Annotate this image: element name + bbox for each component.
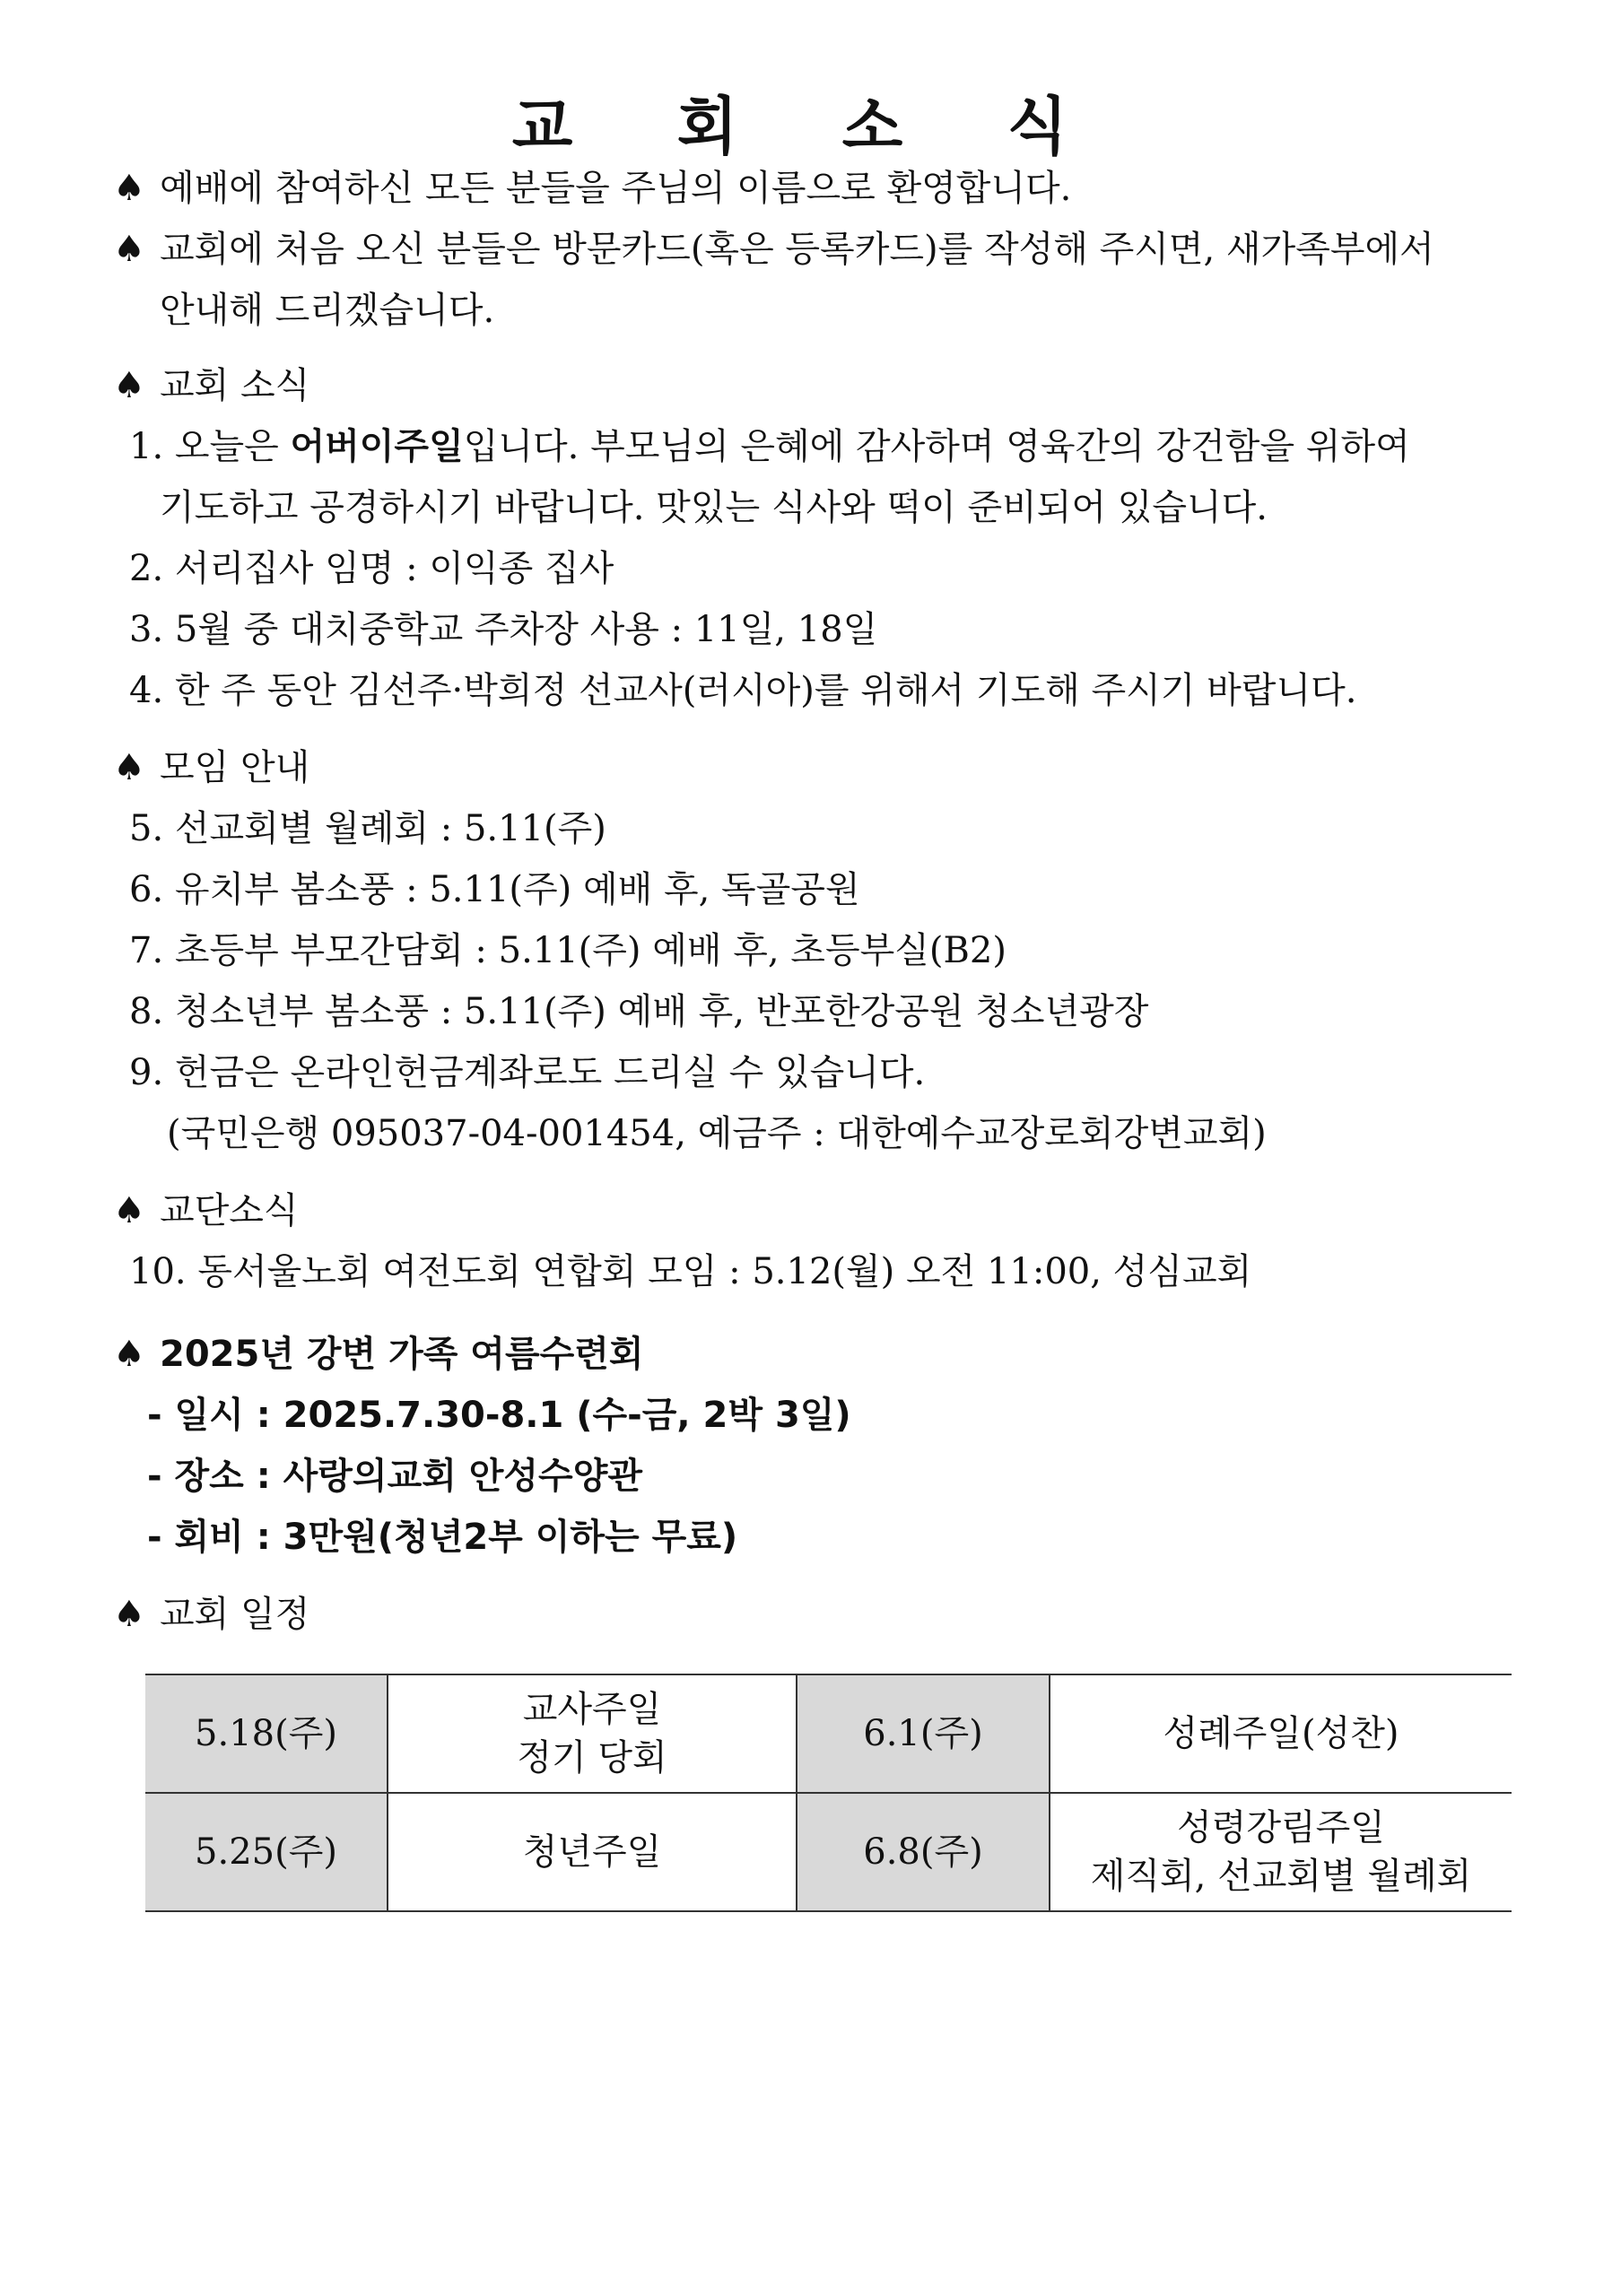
section-heading: 모임 안내 [160, 747, 310, 788]
section-schedule [113, 1587, 309, 1641]
welcome-text: 예배에 참여하신 모든 분들을 주님의 이름으로 환영합니다. [160, 168, 1072, 209]
first-visit-continuation: 안내해 드리겠습니다. [160, 290, 495, 331]
schedule-table [145, 1674, 1512, 1912]
meeting-item-8: 8. 청소년부 봄소풍 : 5.11(주) 예배 후, 반포한강공원 청소년광장 [129, 991, 1149, 1032]
section-heading: 교회 일정 [160, 1594, 310, 1635]
retreat-date: - 일시 : 2025.7.30-8.1 (수-금, 2박 3일) [147, 1395, 851, 1436]
section-church-news [113, 359, 309, 413]
spade-icon: ♠ [113, 747, 145, 788]
news-item-3: 3. 5월 중 대치중학교 주차장 사용 : 11일, 18일 [129, 609, 878, 650]
meeting-item-7: 7. 초등부 부모간담회 : 5.11(주) 예배 후, 초등부실(B2) [129, 930, 1007, 971]
page-title: 교 회 소 식 [511, 90, 1110, 163]
denomination-item-10: 10. 동서울노회 여전도회 연합회 모임 : 5.12(월) 오전 11:00, 성심교회 [129, 1251, 1252, 1292]
news-item-1-continuation: 기도하고 공경하시기 바랍니다. 맛있는 식사와 떡이 준비되어 있습니다. [160, 487, 1268, 528]
schedule-date: 5.18(주) [145, 1674, 388, 1793]
schedule-event: 성령강림주일 제직회, 선교회별 월례회 [1050, 1793, 1512, 1911]
welcome-line [113, 161, 1071, 215]
spade-icon: ♠ [113, 1334, 145, 1375]
schedule-event: 교사주일 정기 당회 [388, 1674, 797, 1793]
meeting-item-5: 5. 선교회별 월례회 : 5.11(주) [129, 808, 606, 849]
spade-icon: ♠ [113, 365, 145, 406]
retreat-fee: - 회비 : 3만원(청년2부 이하는 무료) [147, 1517, 738, 1558]
first-visit-text: 교회에 처음 오신 분들은 방문카드(혹은 등록카드)를 작성해 주시면, 새가족부에서 [160, 229, 1434, 270]
meeting-item-6: 6. 유치부 봄소풍 : 5.11(주) 예배 후, 독골공원 [129, 869, 860, 910]
meeting-item-9: 9. 헌금은 온라인헌금계좌로도 드리실 수 있습니다. [129, 1052, 926, 1093]
first-visit-line [113, 222, 1434, 276]
spade-icon: ♠ [113, 168, 145, 209]
retreat-place: - 장소 : 사랑의교회 안성수양관 [147, 1456, 642, 1497]
table-row [145, 1674, 1512, 1793]
news-item-4: 4. 한 주 동안 김선주·박희정 선교사(러시아)를 위해서 기도해 주시기 바랍니다. [129, 670, 1357, 711]
section-retreat [113, 1327, 644, 1381]
section-heading: 교회 소식 [160, 365, 310, 406]
schedule-event: 성례주일(성찬) [1050, 1674, 1512, 1793]
schedule-date: 6.1(주) [797, 1674, 1050, 1793]
spade-icon: ♠ [113, 1594, 145, 1635]
table-row [145, 1793, 1512, 1911]
spade-icon: ♠ [113, 229, 145, 270]
schedule-date: 5.25(주) [145, 1793, 388, 1911]
spade-icon: ♠ [113, 1190, 145, 1231]
highlight-text: 어버이주일 [290, 426, 464, 467]
section-meeting [113, 741, 309, 795]
section-denomination [113, 1184, 299, 1238]
section-heading: 2025년 강변 가족 여름수련회 [160, 1334, 644, 1375]
news-item-2: 2. 서리집사 임명 : 이익종 집사 [129, 548, 614, 589]
schedule-event: 청년주일 [388, 1793, 797, 1911]
schedule-date: 6.8(주) [797, 1793, 1050, 1911]
section-heading: 교단소식 [160, 1190, 299, 1231]
meeting-item-9-account: (국민은행 095037-04-001454, 예금주 : 대한예수교장로회강변교회) [167, 1113, 1267, 1154]
news-item-1: 1. 오늘은 어버이주일입니다. 부모님의 은혜에 감사하며 영육간의 강건함을 위하여 [129, 426, 1410, 467]
